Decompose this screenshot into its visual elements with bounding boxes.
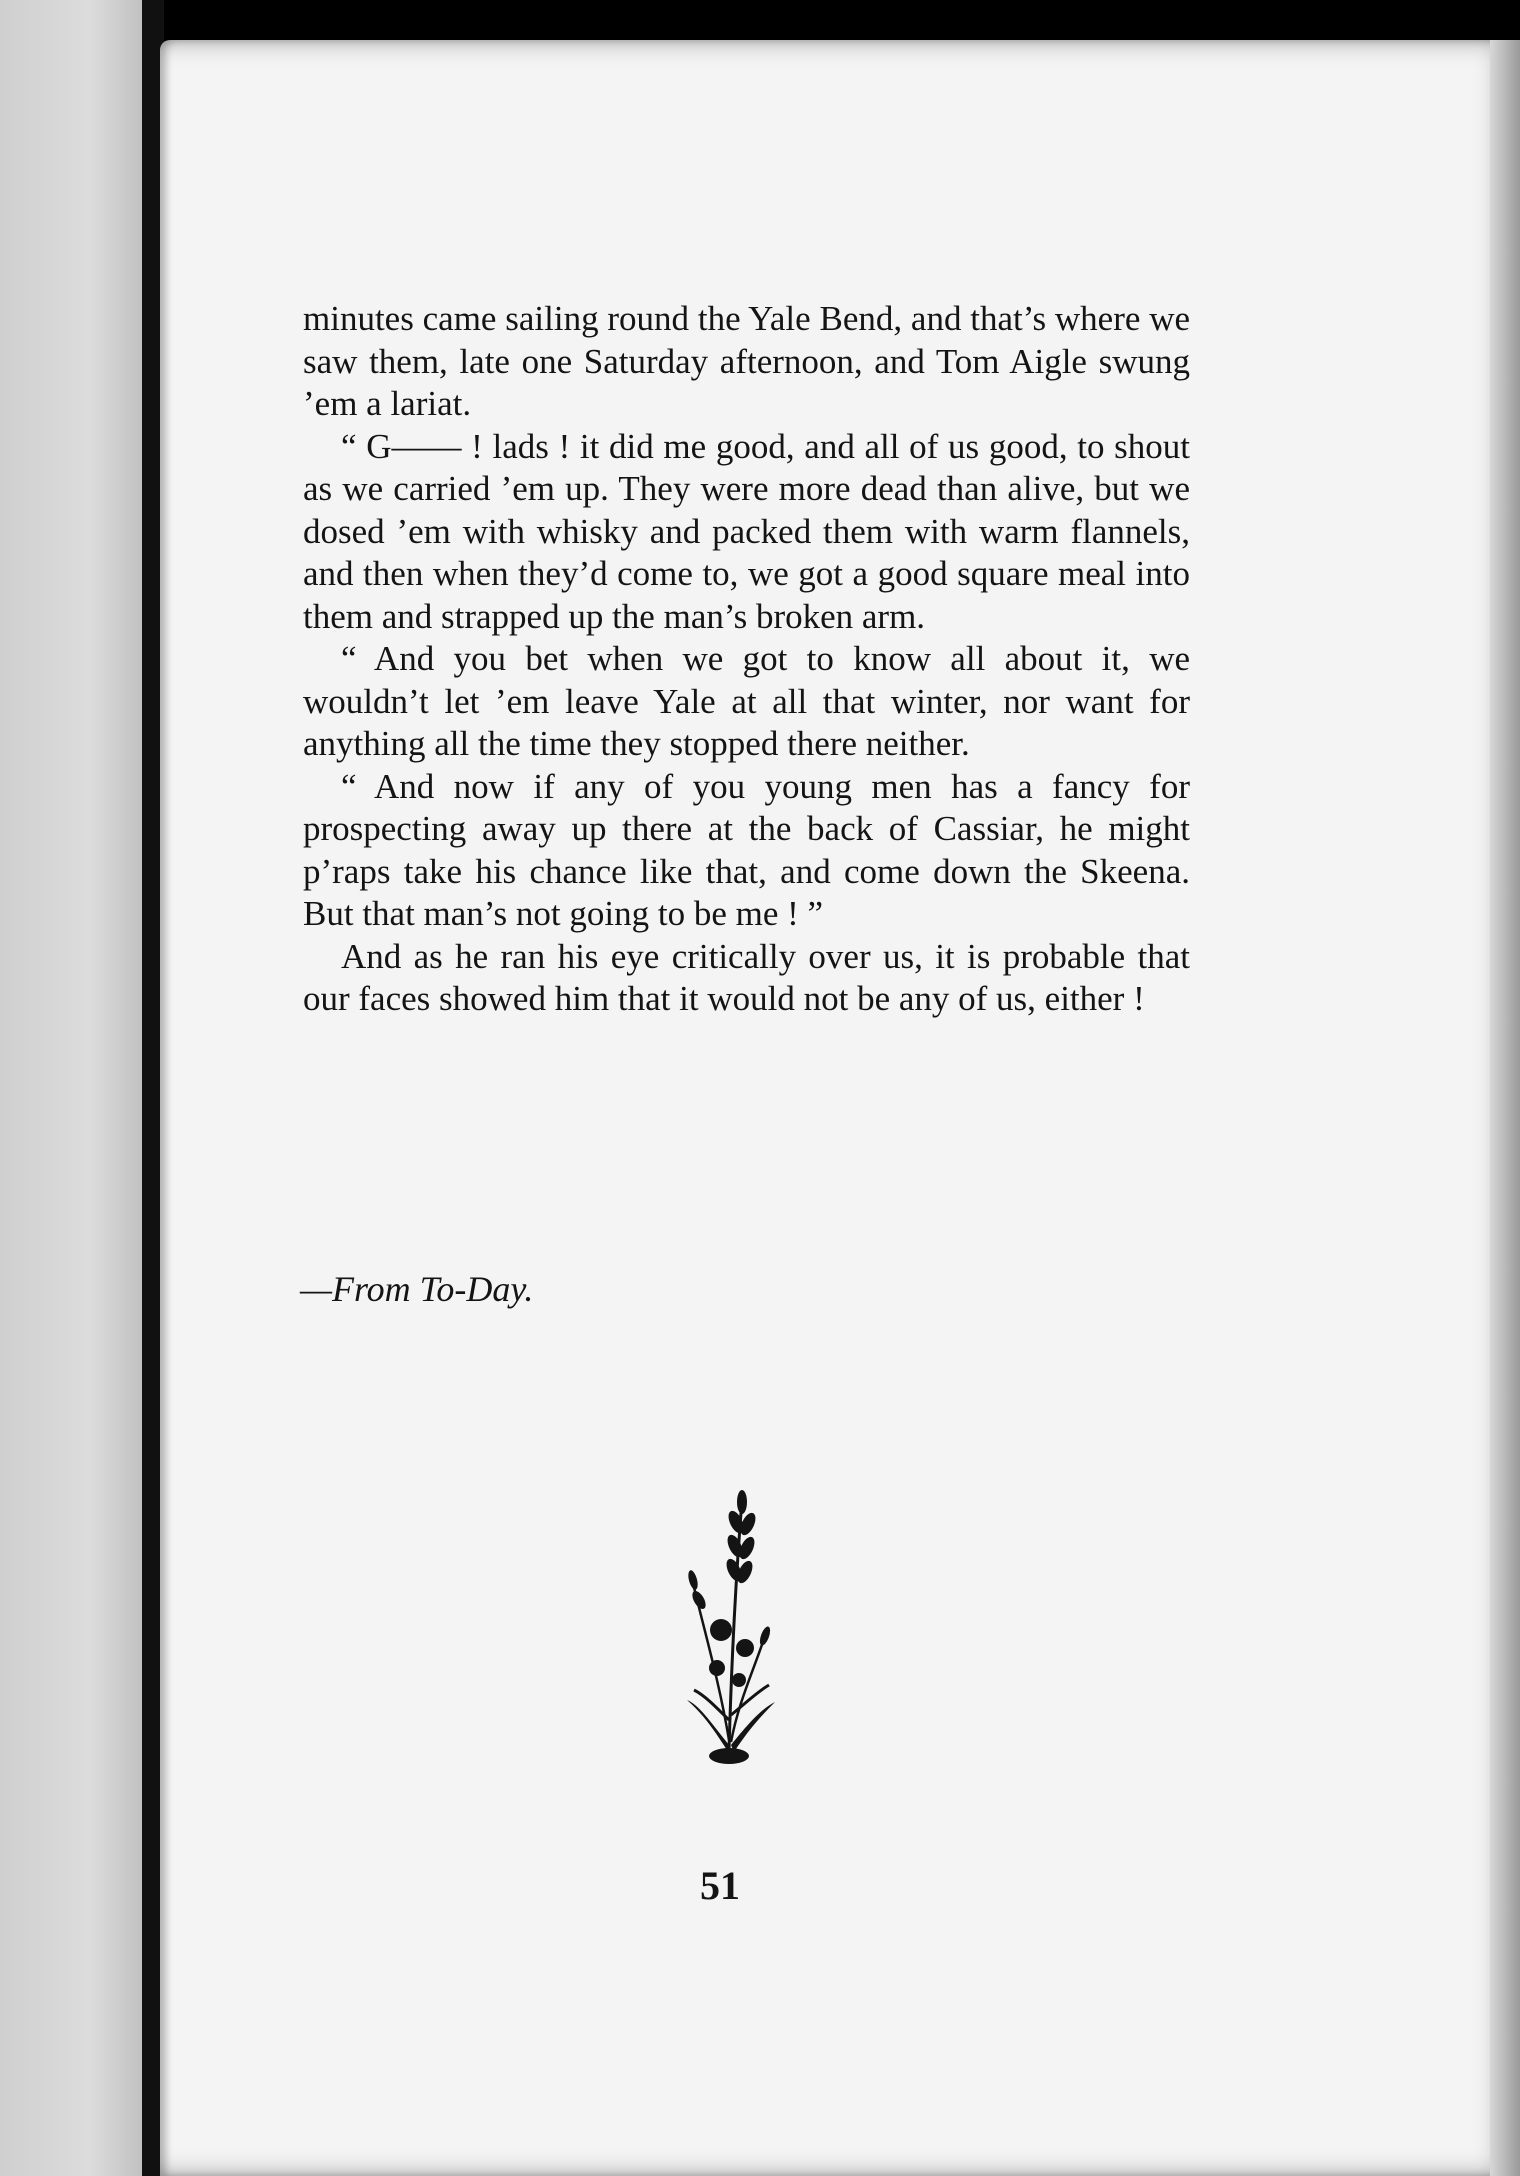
paragraph: “ And now if any of you young men has a fancy for prospecting away up there at the back of Cassiar, he might p’raps take his chance like that, and come down the Skeena. But that man’s not going to be me ! ”	[303, 766, 1190, 933]
wheat-sheaf-icon	[679, 1480, 779, 1770]
paragraph: “ G—— ! lads ! it did me good, and all of us good, to shout as we carried ’em up. They were more dead than alive, but we dosed ’em with whisky and packed them with warm flannels, and then when they’d come to, we got a good square meal into them and strapped up the man’s broken arm.	[303, 426, 1190, 636]
page-number: 51	[700, 1863, 740, 1908]
paragraph: “ And you bet when we got to know all about it, we wouldn’t let ’em leave Yale at all that winter, nor want for anything all the time they stopped there neither.	[303, 639, 1190, 763]
paragraph: And as he ran his eye critically over us, it is probable that our faces showed him that it would not be any of us, either !	[303, 936, 1190, 1018]
source-attribution: —From To-Day.	[300, 1269, 534, 1309]
facing-page-edge	[0, 0, 150, 2176]
paragraph: minutes came sailing round the Yale Bend, and that’s where we saw them, late one Saturday afternoon, and Tom Aigle swung ’em a lariat.	[303, 299, 1190, 423]
book-page	[160, 40, 1520, 2176]
page-edge-shadow	[1490, 40, 1520, 2176]
body-text	[303, 298, 1190, 1021]
